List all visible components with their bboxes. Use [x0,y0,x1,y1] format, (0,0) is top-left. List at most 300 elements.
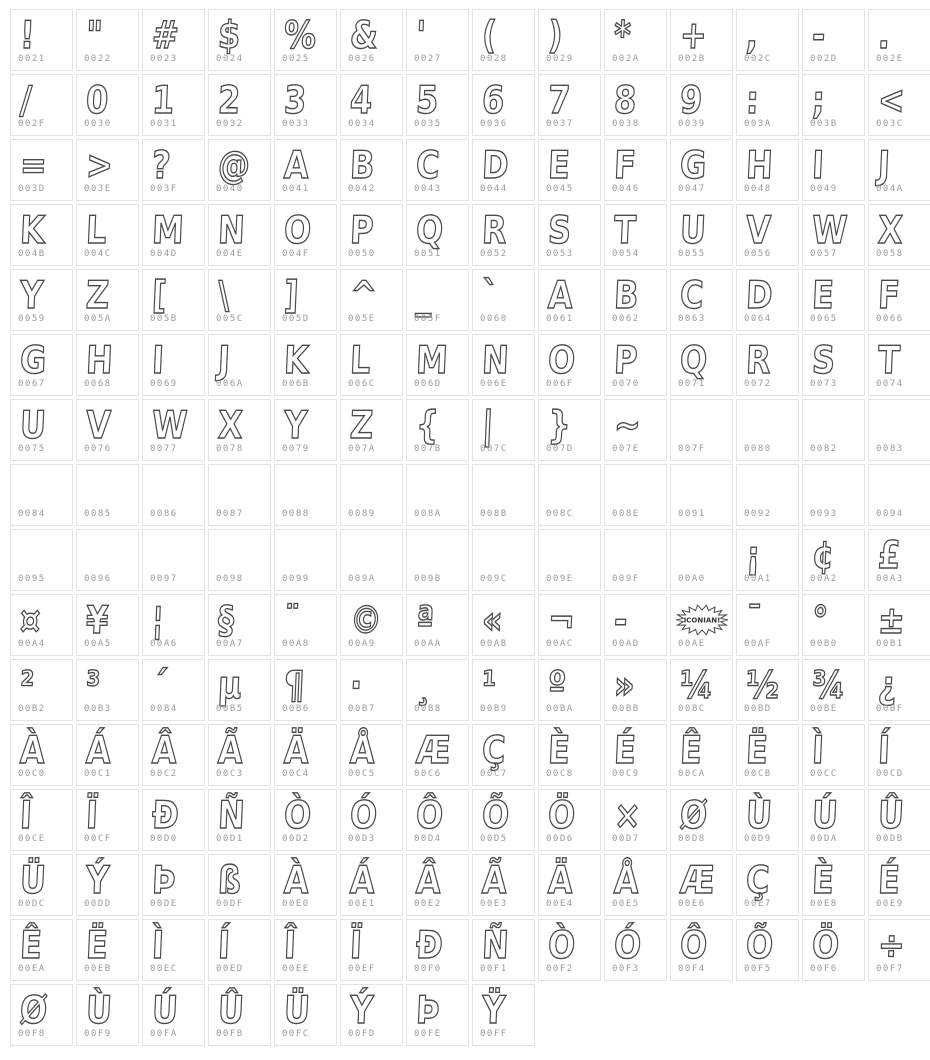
char-cell [142,464,205,526]
char-cell [538,139,601,201]
char-cell [274,399,337,461]
char-cell [142,594,205,656]
char-glyph: W [151,403,189,447]
char-cell [868,789,930,851]
char-code-label: 004B [18,249,46,259]
char-cell [670,594,733,656]
char-cell [538,464,601,526]
char-cell [10,594,73,656]
char-cell [340,139,403,201]
char-glyph: \ [217,273,231,317]
char-code-label: 00A0 [678,574,706,584]
char-glyph: È [811,858,835,902]
char-cell [472,594,535,656]
char-code-label: 007D [546,444,574,454]
char-glyph: ¶ [283,663,306,707]
char-cell [670,204,733,266]
char-cell [142,399,205,461]
char-code-label: 008E [612,509,640,519]
char-cell [142,74,205,136]
iconian-starburst-icon [675,603,729,637]
char-code-label: 00D5 [480,834,508,844]
char-glyph: ² [19,663,35,707]
char-cell [736,74,799,136]
char-glyph: Ö [811,923,841,967]
char-cell [868,269,930,331]
char-cell [670,139,733,201]
char-glyph: © [349,598,383,642]
char-glyph: Ÿ [481,988,507,1032]
char-code-label: 00E5 [612,899,640,909]
char-glyph: É [613,728,637,772]
char-cell [76,269,139,331]
char-glyph: H [745,143,774,187]
char-code-label: 002A [612,54,640,64]
char-glyph: ¬ [547,598,576,642]
char-code-label: 007E [612,444,640,454]
char-glyph: V [745,208,772,252]
char-code-label: 004D [150,249,178,259]
char-glyph: T [613,208,637,252]
char-cell [538,789,601,851]
char-glyph: A [283,143,310,187]
char-cell [208,204,271,266]
char-cell [10,984,73,1046]
char-code-label: 00AB [480,639,508,649]
char-glyph: 6 [481,78,506,122]
char-cell [142,9,205,71]
char-cell [142,139,205,201]
char-code-label: 0089 [348,509,376,519]
char-code-label: 0036 [480,119,508,129]
char-cell [472,919,535,981]
char-code-label: 00B7 [348,704,376,714]
char-code-label: 0044 [480,184,508,194]
char-cell [208,659,271,721]
char-glyph: ` [481,273,499,317]
char-cell [406,269,469,331]
char-glyph: G [679,143,708,187]
char-glyph: Ç [481,728,507,772]
char-glyph: « [481,598,504,642]
char-code-label: 0066 [876,314,904,324]
char-cell [10,789,73,851]
char-glyph: Ú [811,793,839,837]
char-code-label: 0072 [744,379,772,389]
char-cell [736,399,799,461]
char-glyph: Ì [151,923,165,967]
char-code-label: 009F [612,574,640,584]
char-cell [340,789,403,851]
char-glyph: × [613,793,642,837]
char-cell [76,594,139,656]
char-code-label: 00C7 [480,769,508,779]
char-cell [340,204,403,266]
char-glyph: ¿ [877,663,898,707]
char-cell [340,594,403,656]
char-code-label: 00BE [810,704,838,714]
char-code-label: 006F [546,379,574,389]
char-code-label: 0054 [612,249,640,259]
char-cell [10,74,73,136]
char-glyph: Ò [547,923,577,967]
char-glyph: ¸ [415,663,433,707]
char-cell [208,789,271,851]
char-cell [802,724,865,786]
char-cell [208,594,271,656]
char-glyph: ± [877,598,906,642]
char-code-label: 0055 [678,249,706,259]
char-code-label: 00FB [216,1029,244,1039]
char-cell [340,724,403,786]
char-code-label: 0058 [876,249,904,259]
char-cell [274,854,337,916]
char-code-label: 009E [546,574,574,584]
char-cell [868,139,930,201]
char-cell [670,919,733,981]
char-glyph: R [745,338,772,382]
char-code-label: 00CB [744,769,772,779]
char-cell [340,919,403,981]
char-code-label: 0087 [216,509,244,519]
char-glyph: Ì [811,728,825,772]
char-code-label: 0077 [150,444,178,454]
char-glyph: Þ [151,858,177,902]
char-cell [472,399,535,461]
char-code-label: 003B [810,119,838,129]
char-code-label: 004C [84,249,112,259]
char-glyph: É [877,858,901,902]
char-glyph: Õ [745,923,775,967]
char-code-label: 0046 [612,184,640,194]
char-cell [868,919,930,981]
char-cell [604,9,667,71]
char-code-label: 003F [150,184,178,194]
char-glyph: ¨ [283,598,301,642]
char-cell [538,854,601,916]
char-glyph: [ [151,273,168,317]
char-glyph: T [877,338,901,382]
char-cell [76,399,139,461]
char-cell [76,139,139,201]
char-code-label: 00FF [480,1029,508,1039]
char-cell [10,724,73,786]
char-cell [670,854,733,916]
char-glyph: £ [877,533,902,577]
char-cell [670,724,733,786]
char-code-label: 0029 [546,54,574,64]
char-code-label: 0097 [150,574,178,584]
char-glyph: Ü [19,858,47,902]
char-code-label: 003C [876,119,904,129]
char-code-label: 00D7 [612,834,640,844]
char-glyph: Ô [679,923,709,967]
char-cell [670,334,733,396]
char-glyph: Ð [415,923,444,967]
char-code-label: 0095 [18,574,46,584]
char-code-label: 0052 [480,249,508,259]
char-glyph: - [811,13,827,57]
char-code-label: 00A8 [282,639,310,649]
char-glyph: $ [217,13,242,57]
char-code-label: 00C5 [348,769,376,779]
char-cell [670,659,733,721]
char-cell [868,529,930,591]
char-code-label: 0084 [18,509,46,519]
char-glyph: 3 [283,78,308,122]
char-cell [604,529,667,591]
char-cell [538,74,601,136]
char-cell [10,399,73,461]
char-glyph: Ã [217,728,244,772]
char-code-label: 00D2 [282,834,310,844]
char-code-label: 0069 [150,379,178,389]
char-code-label: 0035 [414,119,442,129]
char-code-label: 0021 [18,54,46,64]
char-code-label: 00EF [348,964,376,974]
char-cell [76,984,139,1046]
char-cell [274,594,337,656]
char-code-label: 0045 [546,184,574,194]
char-code-label: 005A [84,314,112,324]
char-glyph: { [415,403,440,447]
char-cell [274,334,337,396]
char-glyph: ª [415,598,435,642]
char-glyph: D [745,273,774,317]
char-cell [472,659,535,721]
char-code-label: 006E [480,379,508,389]
svg-text:ICONIAN!: ICONIAN! [683,616,721,625]
char-code-label: 0033 [282,119,310,129]
char-glyph: L [85,208,108,252]
char-glyph: X [217,403,244,447]
char-cell [802,594,865,656]
char-cell [274,139,337,201]
char-cell [274,204,337,266]
char-glyph: N [481,338,510,382]
char-glyph: Ù [85,988,113,1032]
char-cell [802,139,865,201]
char-glyph: U [679,208,707,252]
char-glyph: ( [481,13,498,57]
char-code-label: 0098 [216,574,244,584]
char-code-label: 00A1 [744,574,772,584]
char-glyph: | [481,403,495,447]
char-cell [76,659,139,721]
char-glyph: Ä [283,728,310,772]
char-cell [736,854,799,916]
char-code-label: 004E [216,249,244,259]
char-code-label: 0082 [810,444,838,454]
char-cell [340,334,403,396]
char-code-label: 00E4 [546,899,574,909]
char-cell [142,984,205,1046]
char-glyph: < [877,78,906,122]
char-glyph: À [19,728,46,772]
char-glyph: } [547,403,572,447]
char-glyph: Y [19,273,45,317]
char-code-label: 0085 [84,509,112,519]
char-glyph: M [151,208,185,252]
char-glyph: - [613,598,629,642]
char-cell [868,399,930,461]
char-cell [472,74,535,136]
char-glyph: P [349,208,375,252]
char-code-label: 00D8 [678,834,706,844]
char-cell [10,204,73,266]
char-code-label: 00DC [18,899,46,909]
char-glyph: / [19,78,33,122]
char-code-label: 005E [348,314,376,324]
char-code-label: 0026 [348,54,376,64]
char-cell [142,724,205,786]
char-code-label: 00E7 [744,899,772,909]
char-cell [208,399,271,461]
char-cell [604,594,667,656]
char-code-label: 00D3 [348,834,376,844]
char-code-label: 0042 [348,184,376,194]
char-cell [340,529,403,591]
char-cell [406,529,469,591]
char-code-label: 0067 [18,379,46,389]
char-glyph: Ñ [217,793,246,837]
char-code-label: 008C [546,509,574,519]
char-cell [472,529,535,591]
char-code-label: 005B [150,314,178,324]
char-glyph: Å [613,858,640,902]
char-cell [76,529,139,591]
char-cell [604,334,667,396]
char-glyph: 0 [85,78,110,122]
char-cell [736,659,799,721]
char-glyph: Ý [349,988,375,1032]
char-code-label: 00F3 [612,964,640,974]
char-cell [604,74,667,136]
char-cell [10,659,73,721]
char-glyph: ? [151,143,172,187]
char-code-label: 00D1 [216,834,244,844]
char-code-label: 00E3 [480,899,508,909]
char-glyph: K [19,208,46,252]
char-code-label: 00C0 [18,769,46,779]
char-code-label: 002E [876,54,904,64]
char-cell [868,594,930,656]
char-glyph: ³ [85,663,101,707]
char-glyph: ¼ [679,663,715,707]
char-cell [10,139,73,201]
char-code-label: 0073 [810,379,838,389]
char-cell [736,204,799,266]
char-code-label: 00CE [18,834,46,844]
char-glyph: Q [415,208,445,252]
char-glyph: » [613,663,636,707]
char-code-label: 00C6 [414,769,442,779]
char-glyph: Ò [283,793,313,837]
char-cell [670,269,733,331]
char-glyph: Ù [745,793,773,837]
char-cell [142,529,205,591]
char-glyph: " [85,13,104,57]
char-glyph: 5 [415,78,440,122]
char-code-label: 007B [414,444,442,454]
char-glyph: Â [415,858,442,902]
char-glyph: L [349,338,372,382]
char-code-label: 0056 [744,249,772,259]
char-cell [472,984,535,1046]
char-glyph: , [745,13,760,57]
char-glyph: Ö [547,793,577,837]
char-cell [406,399,469,461]
char-cell [472,139,535,201]
char-glyph: Å [349,728,376,772]
char-cell [538,724,601,786]
char-cell [340,464,403,526]
char-code-label: 006A [216,379,244,389]
char-cell [868,74,930,136]
char-cell [208,334,271,396]
char-cell [604,269,667,331]
char-glyph: ½ [745,663,781,707]
char-cell [10,464,73,526]
char-glyph: ] [283,273,300,317]
char-cell [670,464,733,526]
char-cell [340,659,403,721]
char-code-label: 00DD [84,899,112,909]
char-glyph: Î [19,793,33,837]
char-cell [76,204,139,266]
char-code-label: 00BF [876,704,904,714]
char-cell [406,74,469,136]
char-code-label: 0057 [810,249,838,259]
char-cell [76,464,139,526]
char-cell [472,789,535,851]
char-glyph: F [613,143,637,187]
char-glyph: K [283,338,310,382]
char-code-label: 00BA [546,704,574,714]
char-glyph: 4 [349,78,374,122]
char-glyph: ¢ [811,533,836,577]
char-glyph: Í [217,923,231,967]
char-code-label: 00FC [282,1029,310,1039]
char-cell [802,399,865,461]
char-glyph: % [283,13,317,57]
char-code-label: 0068 [84,379,112,389]
char-code-label: 00E1 [348,899,376,909]
char-glyph: E [811,273,835,317]
char-cell [10,269,73,331]
char-code-label: 0032 [216,119,244,129]
char-glyph: H [85,338,114,382]
char-glyph: ¡ [745,533,762,577]
char-cell [736,529,799,591]
char-cell [736,919,799,981]
char-glyph: Ó [349,793,379,837]
char-cell [604,659,667,721]
char-code-label: 0078 [216,444,244,454]
char-code-label: 008B [480,509,508,519]
char-glyph: C [415,143,441,187]
char-glyph: Ê [19,923,43,967]
char-code-label: 00A6 [150,639,178,649]
char-cell [406,789,469,851]
char-code-label: 006C [348,379,376,389]
char-cell [670,9,733,71]
char-code-label: 00F7 [876,964,904,974]
char-cell [604,919,667,981]
char-code-label: 00E2 [414,899,442,909]
char-code-label: 0060 [480,314,508,324]
char-cell [670,399,733,461]
